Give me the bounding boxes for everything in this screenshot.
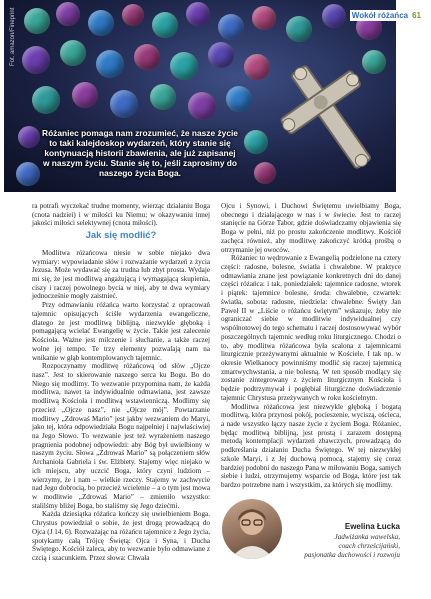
author-bio-line: Jadwiżanka wawelska, bbox=[334, 533, 400, 541]
article-column-left bbox=[32, 202, 210, 563]
rosary-bead bbox=[88, 10, 114, 36]
rosary-bead bbox=[150, 84, 176, 110]
rosary-bead bbox=[286, 16, 312, 42]
rosary-bead bbox=[322, 4, 346, 28]
rosary-bead bbox=[24, 8, 50, 34]
rosary-bead bbox=[134, 44, 160, 70]
rosary-bead bbox=[170, 52, 198, 80]
rosary-bead bbox=[122, 4, 144, 26]
intro-paragraph: ra potrafi wyczekać trudne momenty, wierząc działaniu Boga (cnota nadziei) i w miłości ku Niemu; w okazywaniu innej jakości miłości selektywnej (cnota miłości). bbox=[32, 202, 210, 228]
rosary-bead bbox=[18, 126, 40, 148]
section-header bbox=[350, 10, 423, 21]
rosary-bead bbox=[226, 86, 252, 112]
paragraph: Różaniec to wędrowanie z Ewangelią podzielone na cztery części: radosne, bolesne, światła i chwalebne. W praktyce odmawiania znane jest powiązanie konkretnych dni do danej części różańca: i tak, poniedziałek: tajemnice radosne, wtorek i piątek: tajemnice bolesne, środa: chwalebne, czwartek: światła, sobota: radosne, niedziela: chwalebne. Święty Jan Paweł II w „Liście o różańcu świętym” wskazuje, żeby nie ograniczać siebie w modlitwie indywidualnej czy wspólnotowej do tego schematu i raczej dostosowywać wybór poszczególnych tajemnic według roku liturgicznego. Chodzi o to, aby modlitwa różańcowa była scalona z tajemnicami liturgicznie przeżywanymi aktualnie w Kościele. I tak np. w okresie Wielkanocy powinniśmy modlić się raczej tajemnicą zmartwychwstania, a nie bolesną. W ten sposób modlący się zostanie zintegrowany z życiem liturgicznym Kościoła i będzie podtrzymywał i pogłębiał liturgiczne doświadczenie tajemnic Chrystusa przeżywanych w roku kościelnym. bbox=[221, 254, 401, 402]
rosary-bead bbox=[32, 86, 60, 114]
paragraph: Ojcu i Synowi, i Duchowi Świętemu uwielbiamy Boga, obecnego i działającego w nas i w świecie. Jest to raczej stanięcie na Górze Tabor, gdzie doświadczamy objawienia się Boga w pełni, niż po prostu zakończenie modlitwy. Kościół zachęca również, aby modlitwę zakończyć krótką prośbą o otrzymanie jej owoców. bbox=[221, 202, 401, 254]
rosary-bead bbox=[16, 162, 40, 186]
author-bio-line: pasjonatka duchowości i rozwoju bbox=[304, 550, 400, 559]
paragraph: Każda dziesiątka różańca kończy się uwielbieniem Boga. Chrystus powiedział o sobie, że jest drogą prowadzącą do Ojca (J 14, 6). Rozważając na różańcu tajemnice z Jego życia, spotykamy całą Trójcę Świętą: Ojca i Syna, i Ducha Świętego. Kościół zaleca, aby to wezwanie było odmawiane z czcią i szacunkiem. Przez słowa: Chwała bbox=[32, 510, 210, 563]
page-number: 61 bbox=[412, 11, 421, 20]
section-title: Wokół różańca bbox=[351, 11, 409, 20]
author-bio bbox=[254, 533, 400, 559]
article-column-right bbox=[221, 202, 401, 490]
photo-credit: Fot. amazon/Fineprint bbox=[10, 7, 16, 66]
paragraph: Przy odmawianiu różańca warto korzystać z opracowań tajemnic opisujących ściśle wydarzenia ewangeliczne, dlatego że jest modlitwą biblijną, niezwykle głęboką i pomagającą wcielać Ewangelię w życie. Takie jest zalecenie Kościoła. Ważne jest milczenie i słuchanie, a także raczej wolne jej tempo. Te trzy elementy pozwalają nam na wnikanie w głąb kontemplowanych tajemnic. bbox=[32, 301, 210, 362]
paragraph: Modlitwa różańcowa niesie w sobie niejako dwa wymiary: wypowiadanie słów i rozważanie wydarzeń z życia Jezusa. Może wydawać się za trudna lub zbyt prosta. Wydaje mi się, że jest modlitwą angażującą i wymagającą skupienia, ciszy i raczej powolnego bycia w niej, aby te dwa wymiary jednocześnie mogły zaistnieć. bbox=[32, 248, 210, 301]
crucifix-icon bbox=[266, 52, 396, 182]
rosary-bead bbox=[96, 50, 124, 78]
paragraph: Rozpoczynamy modlitwę różańcową od słów „Ojcze nasz”. Jest to skierowanie naszego serca ku Bogu. Bo do Niego się modlimy. To wezwanie przypomina nam, że każda modlitwa, nawet ta indywidualnie odmawiana, jest zawsze modlitwą Kościoła i modlitwą wstawienniczą. Modlimy się przecież „Ojcze nasz”, nie „Ojcze mój”. Powtarzanie modlitwy „Zdrowaś Mario” jest jakby wezwaniem do Maryi, jako tej, która odpowiedziała Bogu najpełniej i najwłaściwiej na Jego Słowo. To wezwanie jest też wyrażeniem naszego pragnienia podobnej odpowiedzi: aby Bóg był uwielbiony w naszym życiu. Słowa „Zdrowaś Mario” są połączeniem słów Archanioła Gabriela i św. Elżbiety. Stajemy więc niejako w ich miejscu, aby uczcić Boga, który czyni ludziom – wierzymy, że i nam – wielkie rzeczy. Stajemy w zachwycie nad Jego dobrocią, bo przecież wcielenie – a o tym jest mowa w modlitwie „Zdrowaś Mario” – zmieniło wszystko: stalilśmy bliżej Boga, bo staliśmy się Jego dziećmi. bbox=[32, 362, 210, 510]
rosary-bead bbox=[72, 82, 98, 108]
header-margin bbox=[396, 0, 431, 192]
rosary-bead bbox=[252, 6, 276, 30]
author-name: Ewelina Łucka bbox=[344, 522, 400, 531]
rosary-photo bbox=[4, 0, 396, 192]
rosary-bead bbox=[152, 12, 178, 38]
rosary-bead bbox=[22, 46, 50, 74]
rosary-bead bbox=[188, 92, 216, 120]
photo-caption: Różaniec pomaga nam zrozumieć, że nasze życie to taki kalejdoskop wydarzeń, który stanie się kontynuacją historii zbawienia, ale już zapisanej w naszym życiu. Stanie się to, jeśli zaprosimy do naszego życia Boga. bbox=[42, 128, 238, 178]
rosary-bead bbox=[208, 42, 234, 68]
rosary-bead bbox=[60, 40, 86, 66]
rosary-bead bbox=[244, 130, 268, 154]
rosary-bead bbox=[56, 2, 80, 26]
paragraph: Modlitwa różańcowa jest niezwykle głęboką i bogatą modlitwą, która przynosi pokój, pocieszenie, wyciszą, ościeca, a nade wszystko łączy nasze życie z życiem Boga. Różaniec, będąc modlitwą biblijną, jest prostą i zarazem dostępną metodą kontemplacji wydarzeń zbawczych, prowadzącą do podkreślania działaniu Ducha Świętego. W tej niezwykłej szkole Maryi, i z Jej duchową pomocą, stajemy się coraz bardziej podobni do naszego Pana w miłowaniu Boga, samych siebie i ludzi, otrzymujemy wsparcie od Boga, które jest tak bardzo potrzebne nam i wszystkim, za których się modlimy. bbox=[221, 402, 401, 489]
rosary-bead bbox=[110, 90, 138, 118]
section-subheading: Jak się modlić? bbox=[85, 230, 157, 242]
author-bio-line: coach chrześcijański, bbox=[338, 541, 400, 550]
rosary-bead bbox=[218, 14, 244, 40]
rosary-bead bbox=[186, 2, 210, 26]
